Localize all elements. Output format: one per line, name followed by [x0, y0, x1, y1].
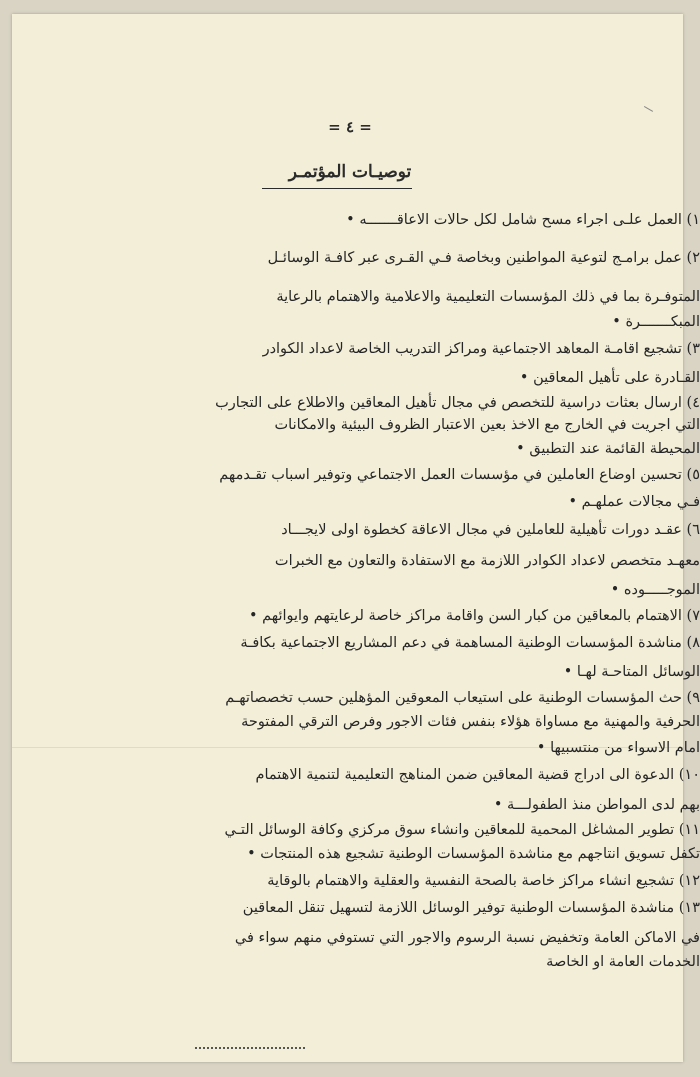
text-line: ١) العمل علـى اجراء مسح شامل لكل حالات الاعاقـــــــه •: [346, 212, 700, 228]
text-line: بهم لدى المواطن منذ الطفولـــة •: [493, 797, 700, 813]
text-line: فـي مجالات عملهـم •: [568, 494, 700, 510]
text-line: ٦) عقـد دورات تأهيلية للعاملين في مجال الاعاقة كخطوة اولى لايجـــاد: [281, 522, 700, 538]
text-line: ٢) عمل برامـج لتوعية المواطنين وبخاصة فـي القـرى عبر كافـة الوسائـل: [267, 250, 700, 266]
text-line: ١١) تطوير المشاغل المحمية للمعاقين وانشاء سوق مركزي وكافة الوسائل التـي: [224, 822, 700, 838]
text-line: ٨) مناشدة المؤسسات الوطنية المساهمة في دعم المشاريع الاجتماعية بكافـة: [240, 635, 700, 651]
text-line: ١٢) تشجيع انشاء مراكز خاصة بالصحة النفسية والعقلية والاهتمام بالوقاية: [267, 873, 700, 889]
text-line: ١٣) مناشدة المؤسسات الوطنية توفير الوسائل اللازمة لتسهيل تنقل المعاقين: [242, 900, 700, 916]
page-edge-marks: [195, 1047, 305, 1055]
text-line: الوسائل المتاحـة لهـا •: [563, 664, 700, 680]
text-line: التي اجريت في الخارج مع الاخذ بعين الاعتبار الظروف البيئية والامكانات: [274, 417, 700, 433]
paper-mark: [641, 106, 653, 117]
page-number: = ٤ =: [328, 118, 372, 136]
text-line: ١٠) الدعوة الى ادراج قضية المعاقين ضمن المناهج التعليمية لتنمية الاهتمام: [255, 767, 700, 783]
text-line: الموجـــــوده •: [610, 582, 700, 598]
text-line: ٧) الاهتمام بالمعاقين من كبار السن واقامة مراكز خاصة لرعايتهم وايوائهم •: [248, 608, 700, 624]
text-line: ٤) ارسال بعثات دراسية للتخصص في مجال تأهيل المعاقين والاطلاع على التجارب: [215, 395, 700, 411]
text-line: المحيطة القائمة عند التطبيق •: [516, 441, 700, 457]
text-line: القـادرة على تأهيل المعاقين •: [519, 370, 700, 386]
page-title: توصيـات المؤتمـر: [288, 162, 412, 182]
text-line: الحرفية والمهنية مع مساواة هؤلاء بنفس فئات الاجور وفرص الترقي المفتوحة: [241, 714, 700, 730]
text-line: في الاماكن العامة وتخفيض نسبة الرسوم والاجور التي تستوفي منهم سواء في: [234, 930, 700, 946]
text-line: ٣) تشجيع اقامـة المعاهد الاجتماعية ومراكز التدريب الخاصة لاعداد الكوادر: [262, 341, 700, 357]
text-line: المبكـــــــرة •: [612, 314, 700, 330]
text-line: المتوفـرة بما في ذلك المؤسسات التعليمية والاعلامية والاهتمام بالرعاية: [276, 289, 700, 305]
text-line: تكفل تسويق انتاجهم مع مناشدة المؤسسات الوطنية تشجيع هذه المنتجات •: [247, 846, 700, 862]
text-line: ٥) تحسين اوضاع العاملين في مؤسسات العمل الاجتماعي وتوفير اسباب تقـدمهم: [219, 467, 700, 483]
text-line: ٩) حث المؤسسات الوطنية على استيعاب المعوقين المؤهلين حسب تخصصاتهـم: [225, 690, 700, 706]
title-underline: [262, 188, 412, 189]
text-line: امام الاسواء من منتسبيها •: [536, 740, 700, 756]
text-line: معهـد متخصص لاعداد الكوادر اللازمة مع الاستفادة والتعاون مع الخبرات: [274, 553, 700, 569]
text-line: الخدمات العامة او الخاصة: [546, 954, 700, 970]
